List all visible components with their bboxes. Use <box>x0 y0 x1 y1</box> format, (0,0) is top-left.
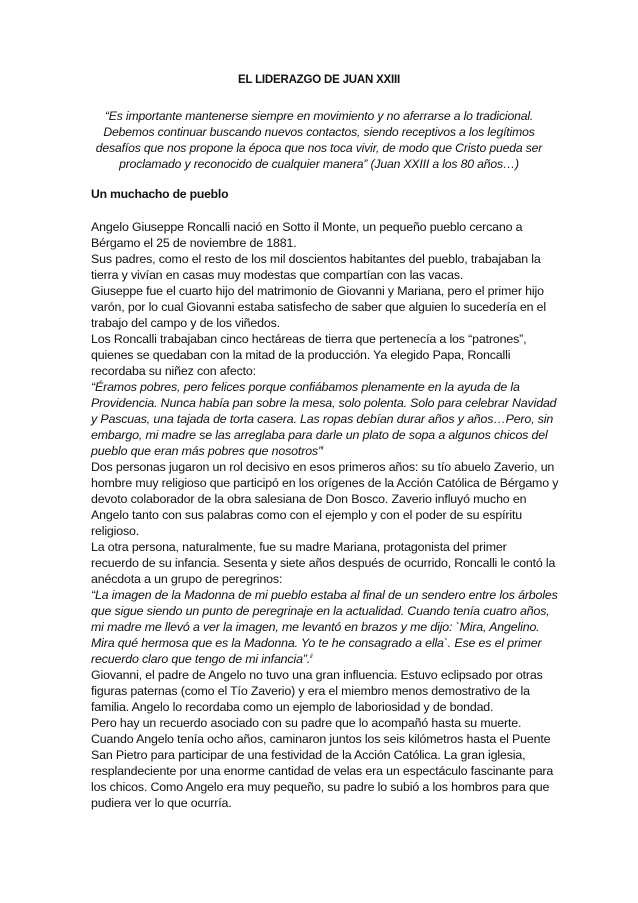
line-text: Sus padres, como el resto de los mil doscientos habitantes del pueblo, trabajaban la <box>91 252 541 266</box>
line-text: recuerdo claro que tengo de mi infancia”. <box>91 652 311 666</box>
quote-line <box>91 651 561 667</box>
body-line <box>91 315 561 331</box>
body-line <box>91 267 561 283</box>
line-text: anécdota a un grupo de peregrinos: <box>91 572 283 586</box>
line-text: “La imagen de la Madonna de mi pueblo estaba al final de un sendero entre los árboles <box>91 588 558 602</box>
quote-line <box>91 587 561 603</box>
line-text: Giuseppe fue el cuarto hijo del matrimonio de Giovanni y Mariana, pero el primer hijo <box>91 284 544 298</box>
line-text: Angelo tanto con sus palabras como con el ejemplo y con el poder de su espíritu <box>91 508 523 522</box>
epigraph-line: “Es importante mantenerse siempre en movimiento y no aferrarse a lo tradicional. <box>104 109 534 123</box>
body-line <box>91 539 561 555</box>
line-text: y Pascuas, una tajada de torta casera. Las ropas debían durar años y años…Pero, sin <box>91 412 554 426</box>
line-text: mi madre me llevó a ver la imagen, me levantó en brazos y me dijo: `Mira, Angelino. <box>91 620 540 634</box>
line-text: religioso. <box>91 524 140 538</box>
body-line <box>91 283 561 299</box>
line-text: tierra y vivían en casas muy modestas que compartían con las vacas. <box>91 268 464 282</box>
epigraph-line: desafíos que nos propone la época que nos toca vivir, de modo que Cristo pueda ser <box>95 141 543 155</box>
line-text: trabajo del campo y de los viñedos. <box>91 316 280 330</box>
body-line <box>91 715 561 731</box>
body-line <box>91 235 561 251</box>
body-line <box>91 667 561 683</box>
body-line <box>91 251 561 267</box>
body-line <box>91 731 561 747</box>
line-text: Los Roncalli trabajaban cinco hectáreas de tierra que pertenecía a los “patrones”, <box>91 332 527 346</box>
line-text: San Pietro para participar de una festividad de la Acción Católica. La gran iglesia, <box>91 748 526 762</box>
body-line <box>91 747 561 763</box>
line-text: familia. Angelo lo recordaba como un ejemplo de laboriosidad y de bondad. <box>91 700 494 714</box>
body-line <box>91 795 561 811</box>
body-line <box>91 491 561 507</box>
body-line <box>91 347 561 363</box>
line-text: embargo, mi madre se las arreglaba para darle un plato de sopa a algunos chicos del <box>91 428 548 442</box>
body-line <box>91 459 561 475</box>
line-text: Giovanni, el padre de Angelo no tuvo una gran influencia. Estuvo eclipsado por otras <box>91 668 543 682</box>
line-text: Mira qué hermosa que es la Madonna. Yo te he consagrado a ella`. Ese es el primer <box>91 636 542 650</box>
line-text: que sigue siendo un punto de peregrinaje en la actualidad. Cuando tenía cuatro años, <box>91 604 550 618</box>
line-text: Providencia. Nunca había pan sobre la mesa, solo polenta. Solo para celebrar Navidad <box>91 396 557 410</box>
line-text: pudiera ver lo que ocurría. <box>91 796 232 810</box>
line-text: Dos personas jugaron un rol decisivo en esos primeros años: su tío abuelo Zaverio, un <box>91 460 555 474</box>
body-line <box>91 219 561 235</box>
line-text: devoto colaborador de la obra salesiana de Don Bosco. Zaverio influyó mucho en <box>91 492 527 506</box>
line-text: los chicos. Como Angelo era muy pequeño, su padre lo subió a los hombros para que <box>91 780 550 794</box>
quote-line <box>91 427 561 443</box>
line-text: Cuando Angelo tenía ocho años, caminaron juntos los seis kilómetros hasta el Puente <box>91 732 551 746</box>
line-text: “Éramos pobres, pero felices porque confiábamos plenamente en la ayuda de la <box>91 380 520 394</box>
body-line <box>91 523 561 539</box>
quote-line <box>91 443 561 459</box>
body-line <box>91 299 561 315</box>
line-text: La otra persona, naturalmente, fue su madre Mariana, protagonista del primer <box>91 540 507 554</box>
line-text: recordaba su niñez con afecto: <box>91 364 256 378</box>
line-text: pueblo que eran más pobres que nosotros” <box>91 444 322 458</box>
body-text <box>91 219 561 811</box>
body-line <box>91 683 561 699</box>
body-line <box>91 363 561 379</box>
epigraph-line: Debemos continuar buscando nuevos contactos, siendo receptivos a los legítimos <box>103 125 535 139</box>
body-line <box>91 699 561 715</box>
document-title: EL LIDERAZGO DE JUAN XXIII <box>238 74 400 86</box>
body-line <box>91 779 561 795</box>
body-line <box>91 571 561 587</box>
section-heading: Un muchacho de pueblo <box>91 187 229 201</box>
quote-line <box>91 619 561 635</box>
line-text: figuras paternas (como el Tío Zaverio) y era el miembro menos demostrativo de la <box>91 684 530 698</box>
line-text: resplandeciente por una enorme cantidad de velas era un espectáculo fascinante para <box>91 764 554 778</box>
line-text: Bérgamo el 25 de noviembre de 1881. <box>91 236 297 250</box>
body-line <box>91 555 561 571</box>
body-line <box>91 763 561 779</box>
line-text: hombre muy religioso que participó en los orígenes de la Acción Católica de Bérgamo y <box>91 476 559 490</box>
line-text: Angelo Giuseppe Roncalli nació en Sotto il Monte, un pequeño pueblo cercano a <box>91 220 523 234</box>
body-line <box>91 475 561 491</box>
footnote-marker[interactable]: ii <box>310 653 313 660</box>
body-line <box>91 331 561 347</box>
quote-line <box>91 411 561 427</box>
quote-line <box>91 603 561 619</box>
line-text: quienes se quedaban con la mitad de la producción. Ya elegido Papa, Roncalli <box>91 348 511 362</box>
footnote-marker[interactable]: i <box>321 445 324 452</box>
line-text: Pero hay un recuerdo asociado con su padre que lo acompañó hasta su muerte. <box>91 716 522 730</box>
line-text: varón, por lo cual Giovanni estaba satisfecho de saber que alguien lo sucedería en el <box>91 300 546 314</box>
epigraph-quote <box>92 108 546 172</box>
epigraph-line: proclamado y reconocido de cualquier manera” (Juan XXIII a los 80 años…) <box>119 157 519 171</box>
body-line <box>91 507 561 523</box>
quote-line <box>91 635 561 651</box>
line-text: recuerdo de su infancia. Sesenta y siete años después de ocurrido, Roncalli le contó la <box>91 556 556 570</box>
quote-line <box>91 395 561 411</box>
quote-line <box>91 379 561 395</box>
